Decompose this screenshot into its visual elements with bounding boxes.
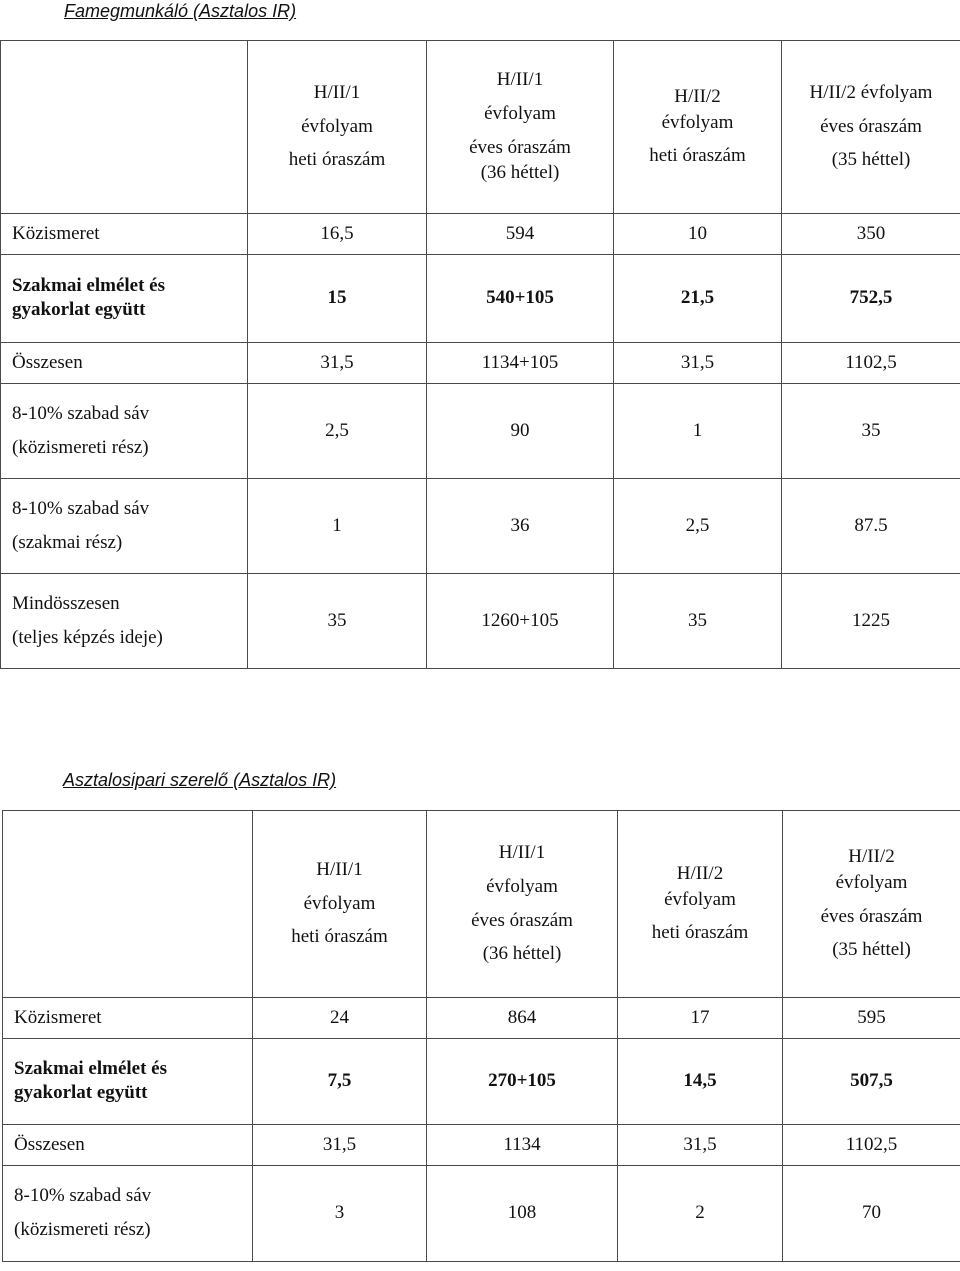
value-cell: 507,5 <box>783 1039 960 1125</box>
row-label: Összesen <box>3 1125 253 1166</box>
value-cell: 1 <box>248 479 427 574</box>
value-cell: 270+105 <box>427 1039 618 1125</box>
row-label: Közismeret <box>1 214 248 255</box>
table-header-row <box>3 811 960 998</box>
table-row <box>1 574 960 669</box>
table-row <box>3 1166 960 1262</box>
value-cell: 14,5 <box>618 1039 783 1125</box>
table-row <box>1 255 960 343</box>
table-row <box>3 1039 960 1125</box>
header-cell: H/II/1 évfolyam heti óraszám <box>248 41 427 214</box>
value-cell: 350 <box>782 214 960 255</box>
value-cell: 24 <box>253 998 427 1039</box>
value-cell: 16,5 <box>248 214 427 255</box>
section-title-famegmunkalo: Famegmunkáló (Asztalos IR) <box>64 1 297 21</box>
value-cell: 2,5 <box>248 384 427 479</box>
header-cell: H/II/2 évfolyam éves óraszám (35 héttel) <box>782 41 960 214</box>
header-cell: H/II/1 évfolyam éves óraszám (36 héttel) <box>427 41 614 214</box>
value-cell: 1134 <box>427 1125 618 1166</box>
value-cell: 595 <box>783 998 960 1039</box>
value-cell: 35 <box>614 574 782 669</box>
header-cell: H/II/1 évfolyam heti óraszám <box>253 811 427 998</box>
value-cell: 36 <box>427 479 614 574</box>
row-label: Mindösszesen (teljes képzés ideje) <box>1 574 248 669</box>
value-cell: 3 <box>253 1166 427 1262</box>
table-row <box>1 384 960 479</box>
header-cell: H/II/1 évfolyam éves óraszám (36 héttel) <box>427 811 618 998</box>
value-cell: 1102,5 <box>783 1125 960 1166</box>
table-row <box>3 998 960 1039</box>
value-cell: 31,5 <box>248 343 427 384</box>
header-corner-cell <box>1 41 248 214</box>
hours-table-asztalosipari-szerelo <box>2 810 960 1262</box>
row-label: 8-10% szabad sáv (szakmai rész) <box>1 479 248 574</box>
table-row <box>1 214 960 255</box>
value-cell: 7,5 <box>253 1039 427 1125</box>
row-label: Szakmai elmélet és gyakorlat együtt <box>3 1039 253 1125</box>
value-cell: 35 <box>248 574 427 669</box>
value-cell: 10 <box>614 214 782 255</box>
header-cell: H/II/2 évfolyam heti óraszám <box>618 811 783 998</box>
value-cell: 31,5 <box>614 343 782 384</box>
value-cell: 2 <box>618 1166 783 1262</box>
hours-table-famegmunkalo <box>0 40 960 669</box>
value-cell: 31,5 <box>618 1125 783 1166</box>
row-label: Összesen <box>1 343 248 384</box>
table-header-row <box>1 41 960 214</box>
value-cell: 1134+105 <box>427 343 614 384</box>
value-cell: 1225 <box>782 574 960 669</box>
table-row <box>1 343 960 384</box>
row-label: Szakmai elmélet és gyakorlat együtt <box>1 255 248 343</box>
value-cell: 594 <box>427 214 614 255</box>
header-cell: H/II/2 évfolyam éves óraszám (35 héttel) <box>783 811 960 998</box>
row-label: 8-10% szabad sáv (közismereti rész) <box>1 384 248 479</box>
row-label: 8-10% szabad sáv (közismereti rész) <box>3 1166 253 1262</box>
section-title-asztalosipari-szerelo: Asztalosipari szerelő (Asztalos IR) <box>63 770 337 790</box>
value-cell: 87.5 <box>782 479 960 574</box>
value-cell: 1102,5 <box>782 343 960 384</box>
value-cell: 35 <box>782 384 960 479</box>
row-label: Közismeret <box>3 998 253 1039</box>
value-cell: 108 <box>427 1166 618 1262</box>
header-cell: H/II/2 évfolyam heti óraszám <box>614 41 782 214</box>
header-corner-cell <box>3 811 253 998</box>
value-cell: 752,5 <box>782 255 960 343</box>
value-cell: 1260+105 <box>427 574 614 669</box>
table-row <box>1 479 960 574</box>
value-cell: 1 <box>614 384 782 479</box>
table-row <box>3 1125 960 1166</box>
value-cell: 31,5 <box>253 1125 427 1166</box>
value-cell: 90 <box>427 384 614 479</box>
value-cell: 21,5 <box>614 255 782 343</box>
value-cell: 2,5 <box>614 479 782 574</box>
value-cell: 70 <box>783 1166 960 1262</box>
value-cell: 864 <box>427 998 618 1039</box>
value-cell: 540+105 <box>427 255 614 343</box>
value-cell: 15 <box>248 255 427 343</box>
value-cell: 17 <box>618 998 783 1039</box>
